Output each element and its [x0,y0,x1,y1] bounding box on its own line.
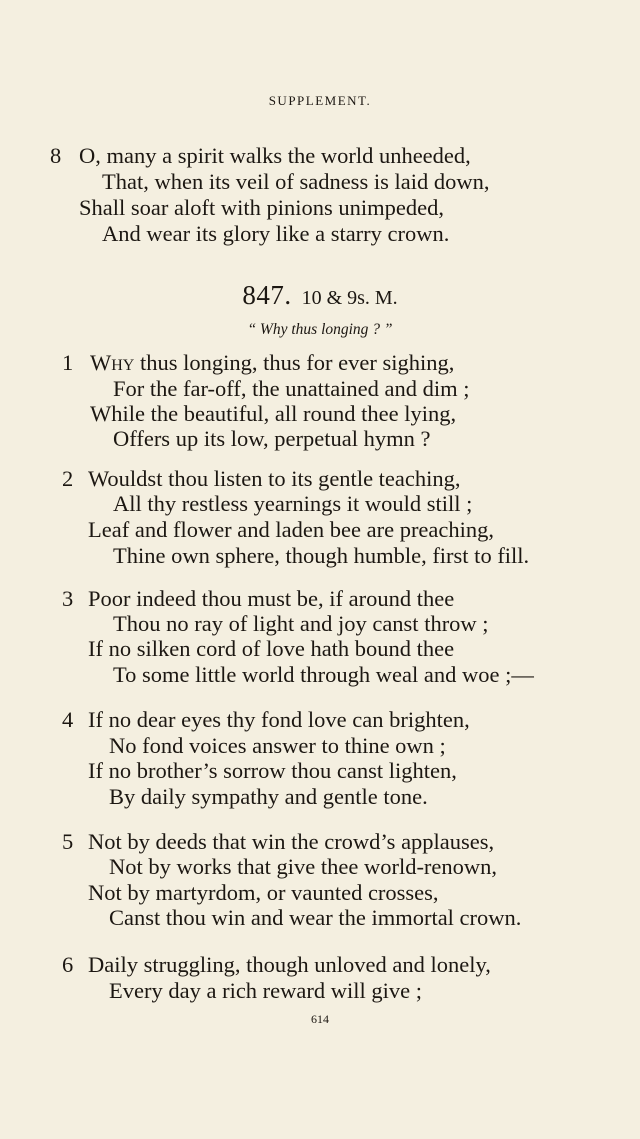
verse-line: Thou no ray of light and joy canst throw ; [113,611,489,636]
stanza-number: 3 [62,586,74,611]
stanza-number: 1 [62,350,74,375]
verse-line: Leaf and flower and laden bee are preaching, [88,517,495,542]
first-line-rest: thus longing, thus for ever sighing, [134,350,455,375]
running-header: SUPPLEMENT. [268,93,372,108]
verse-line: Offers up its low, perpetual hymn ? [113,426,431,451]
verse-line: If no brother’s sorrow thou canst lighten, [88,758,457,783]
verse-line: While the beautiful, all round thee lying, [90,401,457,426]
stanza-number: 8 [50,143,62,168]
stanza-number: 5 [62,829,74,854]
verse-line: For the far-off, the unattained and dim ; [113,376,470,401]
stanza-number: 6 [62,952,74,977]
verse-line: Canst thou win and wear the immortal crown. [109,905,522,930]
hymn-meter: 10 & 9s. M. [301,287,398,309]
hymn-subtitle: “ Why thus longing ? ” [247,321,393,338]
verse-line [90,352,454,375]
verse-line: Every day a rich reward will give ; [109,978,423,1003]
verse-line: Daily struggling, though unloved and lonely, [88,952,491,977]
verse-line: By daily sympathy and gentle tone. [109,784,428,809]
verse-line: Shall soar aloft with pinions unimpeded, [79,195,444,220]
stanza-number: 2 [62,466,74,491]
verse-line: If no silken cord of love hath bound thee [88,636,455,661]
hymn-number: 847. [242,280,292,310]
verse-line: And wear its glory like a starry crown. [102,221,450,246]
verse-line: If no dear eyes thy fond love can brighten, [88,707,470,732]
verse-line: Not by deeds that win the crowd’s applauses, [88,829,495,854]
verse-line: No fond voices answer to thine own ; [109,733,446,758]
verse-line: All thy restless yearnings it would still ; [113,491,473,516]
page-number: 614 [311,1012,329,1026]
verse-line: Wouldst thou listen to its gentle teaching, [88,466,461,491]
first-word: Why [90,350,135,375]
verse-line: Thine own sphere, though humble, first to fill. [113,543,530,568]
verse-line: That, when its veil of sadness is laid down, [102,169,490,194]
stanza-number: 4 [62,707,74,732]
verse-line: Not by works that give thee world-renown, [109,854,498,879]
verse-line: Not by martyrdom, or vaunted crosses, [88,880,439,905]
verse-line: Poor indeed thou must be, if around thee [88,586,455,611]
verse-line: O, many a spirit walks the world unheeded, [79,143,471,168]
hymn-heading [0,280,640,311]
verse-line: To some little world through weal and woe ;— [113,662,534,687]
